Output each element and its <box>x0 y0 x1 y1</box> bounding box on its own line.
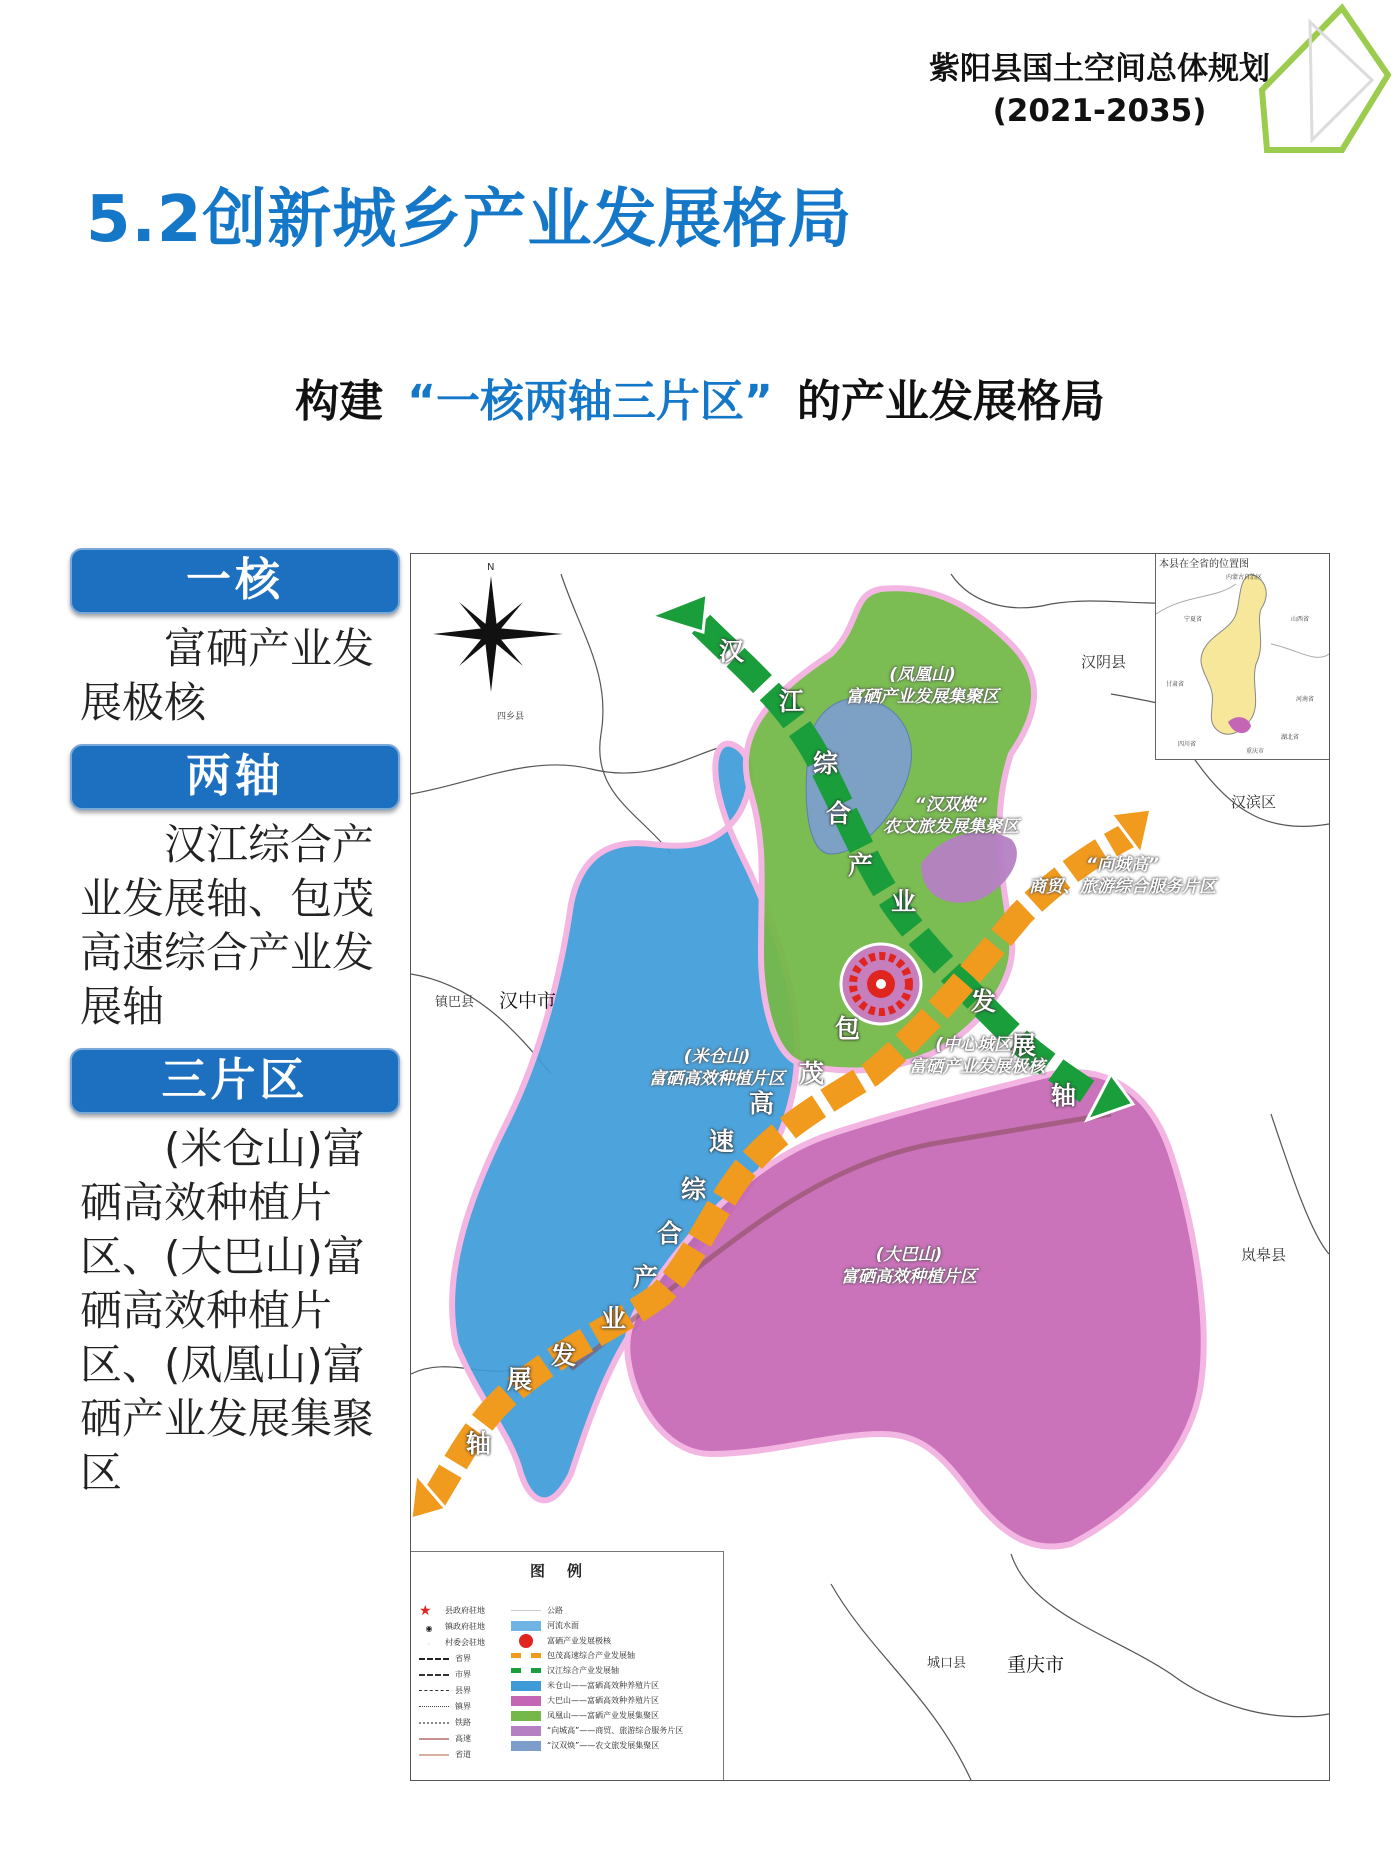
inset-label: 湖北省 <box>1281 734 1300 741</box>
axis-baomao-char: 合 <box>657 1219 683 1248</box>
axis-baomao-char: 轴 <box>466 1429 492 1458</box>
axis-hanjiang-char: 汉 <box>719 637 745 666</box>
area-symbol <box>511 1726 541 1736</box>
plan-title <box>929 48 1270 132</box>
legend-title: 图例 <box>529 1562 604 1580</box>
hanjiang-axis-arrow-start <box>651 594 707 632</box>
legend-label: 大巴山——富硒高效种养殖片区 <box>547 1696 659 1705</box>
inset-label: 内蒙古自治区 <box>1226 574 1263 581</box>
legend-label: 米仓山——富硒高效种养殖片区 <box>547 1681 659 1690</box>
axis-hanjiang-char: 业 <box>891 887 917 916</box>
area-symbol <box>511 1681 541 1691</box>
axis-baomao-char: 综 <box>681 1175 707 1204</box>
zone-label-fenghuang <box>846 664 999 708</box>
legend-label: 省道 <box>455 1750 471 1759</box>
subtitle <box>0 365 1400 429</box>
legend-label: 村委会驻地 <box>445 1638 485 1647</box>
legend-item <box>419 1636 485 1650</box>
legend-label: 镇界 <box>455 1702 471 1711</box>
inset-label: 四川省 <box>1178 741 1197 748</box>
legend-item <box>419 1700 471 1714</box>
area-symbol <box>511 1621 541 1631</box>
axis-baomao-char: 业 <box>601 1304 627 1333</box>
legend-label: 县政府驻地 <box>445 1606 485 1615</box>
line-symbol <box>419 1754 449 1756</box>
legend-item <box>419 1716 471 1730</box>
legend-item <box>419 1604 485 1618</box>
zone-desc: 富硒产业发展集聚区 <box>846 687 999 707</box>
category-pill-axes: 两轴 <box>70 744 400 810</box>
subtitle-highlight: “一核两轴三片区” <box>407 376 773 427</box>
legend-item <box>511 1694 659 1708</box>
legend-item <box>419 1652 471 1666</box>
core-icon <box>519 1634 533 1648</box>
place-chengkou: 城口县 <box>927 1656 967 1671</box>
category-pill-core: 一核 <box>70 548 400 614</box>
inset-label: 山西省 <box>1291 616 1310 623</box>
plan-title-name: 紫阳县国土空间总体规划 <box>929 51 1270 87</box>
north-label: N <box>487 562 495 573</box>
legend-label: 凤凰山——富硒产业发展集聚区 <box>547 1711 659 1720</box>
inset-label: 宁夏省 <box>1184 616 1203 623</box>
legend-label: 公路 <box>547 1606 563 1615</box>
line-symbol <box>419 1658 449 1660</box>
star-icon: ★ <box>419 1602 432 1619</box>
line-symbol <box>419 1738 449 1740</box>
area-symbol <box>511 1696 541 1706</box>
place-hanyin: 汉阴县 <box>1081 653 1127 671</box>
legend-item <box>419 1668 471 1682</box>
legend-label: 高速 <box>455 1734 471 1743</box>
legend-item <box>511 1724 683 1738</box>
industry-layout-map <box>410 553 1330 1781</box>
axis-baomao-char: 产 <box>633 1263 659 1292</box>
inset-shape <box>1156 554 1329 759</box>
axis-hanjiang-char: 合 <box>826 799 852 828</box>
map-legend <box>411 1551 724 1780</box>
line-symbol <box>419 1706 449 1707</box>
legend-label: 河流水面 <box>547 1621 579 1630</box>
line-symbol <box>419 1690 449 1691</box>
north-arrow <box>433 576 563 692</box>
legend-item <box>511 1664 619 1678</box>
axis-baomao-char: 高 <box>749 1089 775 1118</box>
legend-item <box>419 1748 471 1762</box>
subtitle-suffix: 的产业发展格局 <box>796 376 1105 427</box>
legend-item <box>511 1604 563 1618</box>
zone-name: (米仓山) <box>683 1047 751 1067</box>
place-langao: 岚皋县 <box>1241 1246 1287 1264</box>
zone-name: (中心城区) <box>935 1035 1019 1055</box>
axis-hanjiang-char: 轴 <box>1051 1081 1077 1110</box>
legend-item <box>419 1620 485 1634</box>
legend-label: 汉江综合产业发展轴 <box>547 1666 619 1675</box>
section-title: 5.2创新城乡产业发展格局 <box>86 183 853 257</box>
line-symbol <box>419 1722 449 1724</box>
line-symbol <box>511 1610 541 1611</box>
category-text-core: 富硒产业发展极核 <box>80 624 375 727</box>
legend-label: 铁路 <box>455 1718 471 1727</box>
category-pill-zones: 三片区 <box>70 1048 400 1114</box>
inset-locator-map <box>1155 554 1329 760</box>
dot-icon: ◉ <box>425 1623 433 1633</box>
legend-item <box>511 1649 635 1663</box>
inset-label: 河南省 <box>1296 696 1315 703</box>
zone-label-hanshuanghuan <box>883 794 1019 838</box>
zone-label-xiangchenggao <box>1029 854 1216 898</box>
zone-desc: 农文旅发展集聚区 <box>883 817 1019 837</box>
inset-label: 甘肃省 <box>1166 681 1185 688</box>
zone-name: (凤凰山) <box>889 665 956 685</box>
axis-baomao-char: 速 <box>709 1127 735 1156</box>
category-sidebar <box>70 548 400 1514</box>
legend-item <box>511 1709 659 1723</box>
line-symbol <box>511 1668 541 1673</box>
line-symbol <box>419 1674 449 1676</box>
axis-baomao-char: 展 <box>507 1365 533 1394</box>
subtitle-prefix: 构建 <box>295 376 384 427</box>
axis-hanjiang-char: 产 <box>848 851 874 880</box>
legend-item <box>511 1679 659 1693</box>
axis-hanjiang-char: 综 <box>813 749 839 778</box>
place-zhenba: 镇巴县 <box>435 995 475 1010</box>
inset-label: 重庆市 <box>1246 748 1265 755</box>
small-dot-icon: · <box>427 1639 431 1649</box>
legend-label: 市界 <box>455 1670 471 1679</box>
place-hanbin: 汉滨区 <box>1231 793 1277 811</box>
legend-item <box>419 1684 471 1698</box>
legend-item <box>511 1739 659 1753</box>
axis-baomao-char: 包 <box>835 1014 861 1043</box>
zone-desc: 富硒高效种植片区 <box>649 1069 785 1089</box>
zone-desc: 商贸、旅游综合服务片区 <box>1029 877 1216 897</box>
county-label-small: 四乡县 <box>497 712 525 722</box>
legend-item <box>511 1619 579 1633</box>
legend-label: 包茂高速综合产业发展轴 <box>547 1651 635 1660</box>
axis-hanjiang-char: 展 <box>1011 1031 1037 1060</box>
place-chongqing: 重庆市 <box>1007 1654 1065 1676</box>
legend-label: 省界 <box>455 1654 471 1663</box>
legend-item <box>511 1634 611 1648</box>
legend-label: 县界 <box>455 1686 471 1695</box>
axis-baomao-char: 发 <box>551 1341 577 1370</box>
legend-label: “汉双焕”——农文旅发展集聚区 <box>547 1741 660 1750</box>
axis-hanjiang-char: 发 <box>971 987 997 1016</box>
zone-name: (大巴山) <box>875 1245 943 1265</box>
zone-name: “向城高” <box>1086 855 1159 875</box>
line-symbol <box>511 1653 541 1658</box>
category-text-axes: 汉江综合产业发展轴、包茂高速综合产业发展轴 <box>80 820 375 1031</box>
zone-desc: 富硒高效种植片区 <box>841 1267 977 1287</box>
inset-title: 本县在全省的位置图 <box>1159 559 1249 570</box>
axis-hanjiang-char: 江 <box>779 687 805 716</box>
place-hanzhong: 汉中市 <box>499 990 557 1012</box>
legend-label: 镇政府驻地 <box>445 1622 485 1631</box>
area-symbol <box>511 1741 541 1751</box>
zone-name: “汉双焕” <box>914 795 988 815</box>
legend-label: 富硒产业发展极核 <box>547 1636 611 1646</box>
legend-label: “向城高”——商贸、旅游综合服务片区 <box>547 1726 684 1735</box>
zone-desc: 富硒产业发展极核 <box>909 1057 1045 1077</box>
plan-title-years: (2021-2035) <box>992 93 1207 129</box>
area-symbol <box>511 1711 541 1721</box>
legend-item <box>419 1732 471 1746</box>
zone-label-daba <box>841 1244 977 1288</box>
axis-baomao-char: 茂 <box>799 1059 825 1088</box>
category-text-zones: (米仓山)富硒高效种植片区、(大巴山)富硒高效种植片区、(凤凰山)富硒产业发展集聚区 <box>80 1124 375 1497</box>
